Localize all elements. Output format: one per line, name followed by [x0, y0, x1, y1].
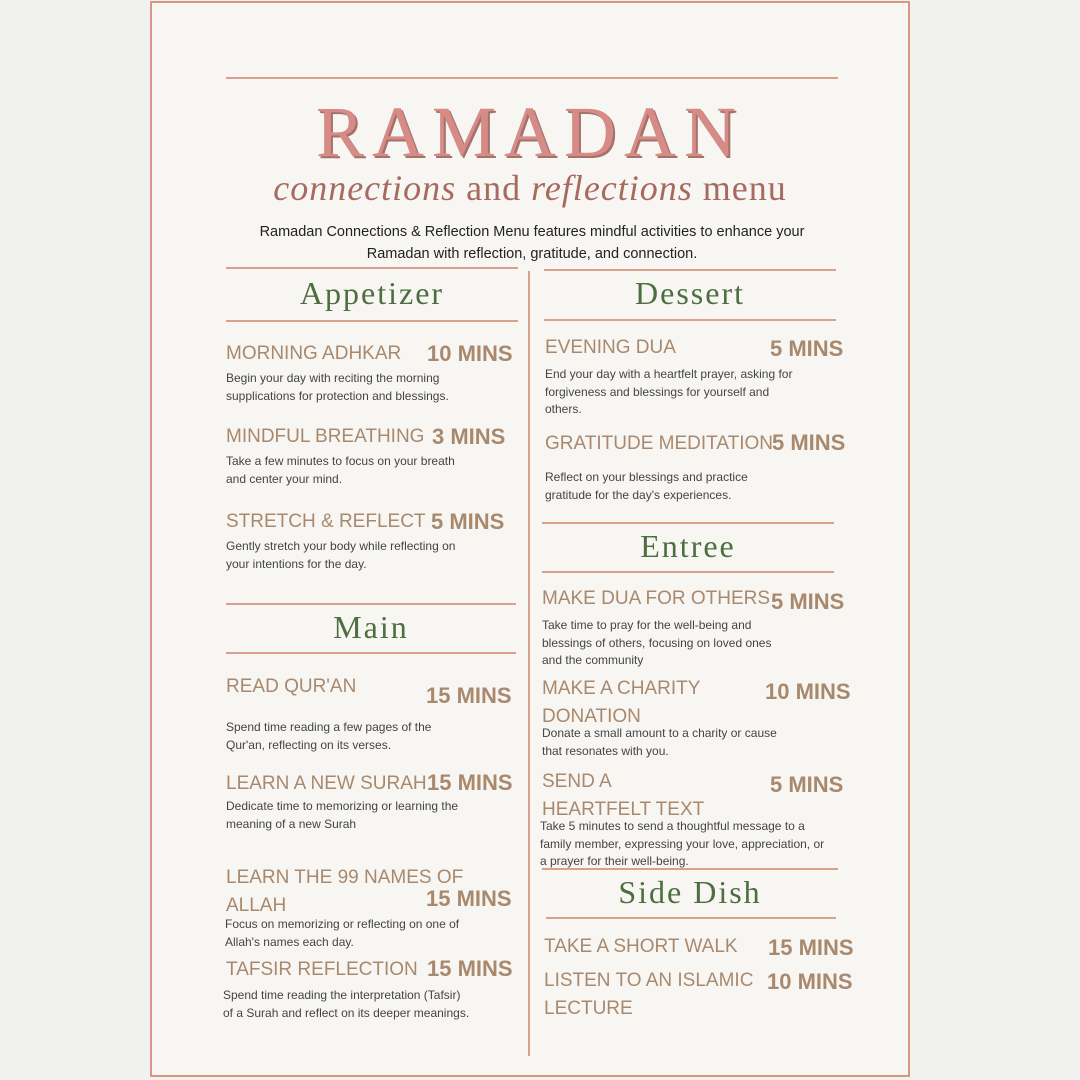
- menu-title: RAMADAN: [315, 92, 745, 172]
- item-description: [226, 370, 449, 405]
- dessert-top-rule: [544, 269, 836, 271]
- name-line: HEARTFELT TEXT: [542, 799, 705, 820]
- dessert-bottom-rule: [544, 319, 836, 321]
- item-description: [226, 538, 455, 573]
- desc-line: meaning of a new Surah: [226, 816, 357, 831]
- intro-text: [232, 221, 832, 265]
- item-duration: 5 MINS: [431, 509, 505, 534]
- name-line: LEARN THE 99 NAMES OF: [226, 867, 464, 888]
- item-duration: 5 MINS: [770, 336, 844, 361]
- desc-line: your intentions for the day.: [226, 556, 367, 571]
- intro-line: Ramadan Connections & Reflection Menu features mindful activities to enhance your: [259, 224, 805, 240]
- desc-line: Spend time reading a few pages of the: [226, 720, 432, 734]
- dessert-heading: Dessert: [635, 275, 745, 311]
- appetizer-bottom-rule: [226, 320, 518, 322]
- item-name: LEARN A NEW SURAH: [226, 773, 427, 794]
- subtitle-and: and: [466, 168, 522, 208]
- item-duration: 15 MINS: [768, 935, 854, 960]
- main-top-rule: [226, 603, 516, 605]
- desc-line: Take a few minutes to focus on your breath: [226, 454, 455, 468]
- column-divider: [528, 271, 530, 1056]
- item-description: [226, 453, 455, 488]
- desc-line: gratitude for the day's experiences.: [545, 487, 732, 502]
- desc-line: Gently stretch your body while reflecting on: [226, 539, 456, 553]
- item-description: [226, 798, 458, 833]
- menu-sheet: [150, 1, 910, 1077]
- subtitle-menu: menu: [702, 168, 787, 208]
- desc-line: supplications for protection and blessings.: [226, 388, 449, 403]
- item-description: [225, 916, 459, 951]
- item-description: [542, 725, 777, 760]
- item-name: TAFSIR REFLECTION: [226, 959, 418, 980]
- desc-line: forgiveness and blessings for yourself and: [545, 384, 770, 399]
- desc-line: End your day with a heartfelt prayer, asking for: [545, 367, 793, 381]
- side-dish-top-rule: [542, 868, 838, 870]
- item-duration: 15 MINS: [427, 770, 513, 795]
- desc-line: Dedicate time to memorizing or learning the: [226, 799, 459, 813]
- item-description: [223, 987, 469, 1022]
- item-name: MINDFUL BREATHING: [226, 426, 425, 447]
- entree-bottom-rule: [542, 571, 834, 573]
- desc-line: Allah's names each day.: [225, 934, 354, 949]
- side-dish-bottom-rule: [546, 917, 836, 919]
- name-line: DONATION: [542, 706, 641, 727]
- main-heading: Main: [333, 609, 409, 645]
- item-duration: 5 MINS: [770, 772, 844, 797]
- subtitle-reflections: reflections: [531, 168, 693, 208]
- intro-line: Ramadan with reflection, gratitude, and connection.: [366, 246, 698, 262]
- name-line: SEND A: [542, 771, 612, 792]
- desc-line: Take time to pray for the well-being and: [542, 618, 752, 632]
- item-duration: 10 MINS: [767, 969, 853, 994]
- desc-line: blessings of others, focusing on loved ones: [542, 635, 772, 650]
- item-duration: 3 MINS: [432, 424, 506, 449]
- desc-line: others.: [545, 402, 582, 416]
- item-name: MAKE DUA FOR OTHERS: [542, 588, 771, 609]
- entree-heading: Entree: [640, 528, 736, 564]
- item-name: [544, 967, 753, 1023]
- item-description: [542, 617, 771, 670]
- desc-line: and the community: [542, 653, 644, 667]
- name-line: LISTEN TO AN ISLAMIC: [544, 970, 754, 991]
- item-description: [545, 469, 748, 504]
- desc-line: that resonates with you.: [542, 743, 669, 758]
- main-bottom-rule: [226, 652, 516, 654]
- item-duration: 5 MINS: [772, 430, 846, 455]
- desc-line: Focus on memorizing or reflecting on one of: [225, 917, 460, 931]
- name-line: ALLAH: [226, 895, 287, 916]
- name-line: LECTURE: [544, 998, 633, 1019]
- item-duration: 10 MINS: [427, 341, 513, 366]
- item-name: [542, 675, 700, 731]
- desc-line: Spend time reading the interpretation (Tafsir): [223, 988, 461, 1002]
- desc-line: Reflect on your blessings and practice: [545, 470, 748, 484]
- desc-line: family member, expressing your love, appreciation, or: [540, 836, 825, 851]
- item-name: READ QUR'AN: [226, 676, 357, 697]
- desc-line: Begin your day with reciting the morning: [226, 371, 440, 385]
- item-duration: 15 MINS: [426, 683, 512, 708]
- side-dish-heading: Side Dish: [618, 874, 762, 910]
- appetizer-heading: Appetizer: [299, 275, 445, 311]
- item-duration: 15 MINS: [426, 886, 512, 911]
- item-description: [540, 818, 824, 871]
- item-name: GRATITUDE MEDITATION: [545, 433, 773, 454]
- item-name: TAKE A SHORT WALK: [544, 936, 738, 957]
- desc-line: Qur'an, reflecting on its verses.: [226, 737, 392, 752]
- item-name: STRETCH & REFLECT: [226, 511, 426, 532]
- desc-line: Take 5 minutes to send a thoughtful message to a: [540, 819, 805, 833]
- appetizer-top-rule: [226, 267, 518, 269]
- name-line: MAKE A CHARITY: [542, 678, 701, 699]
- desc-line: Donate a small amount to a charity or cause: [542, 726, 777, 740]
- item-duration: 10 MINS: [765, 679, 851, 704]
- item-duration: 5 MINS: [771, 589, 845, 614]
- desc-line: and center your mind.: [226, 471, 343, 486]
- entree-top-rule: [542, 522, 834, 524]
- item-description: [226, 719, 431, 754]
- item-duration: 15 MINS: [427, 956, 513, 981]
- item-name: EVENING DUA: [545, 337, 676, 358]
- item-name: [542, 768, 704, 824]
- subtitle-connections: connections: [273, 168, 457, 208]
- desc-line: of a Surah and reflect on its deeper meanings.: [223, 1005, 470, 1020]
- header-top-rule: [226, 77, 838, 79]
- item-description: [545, 366, 792, 419]
- menu-subtitle: [152, 167, 908, 209]
- item-name: MORNING ADHKAR: [226, 343, 402, 364]
- desc-line: a prayer for their well-being.: [540, 854, 689, 868]
